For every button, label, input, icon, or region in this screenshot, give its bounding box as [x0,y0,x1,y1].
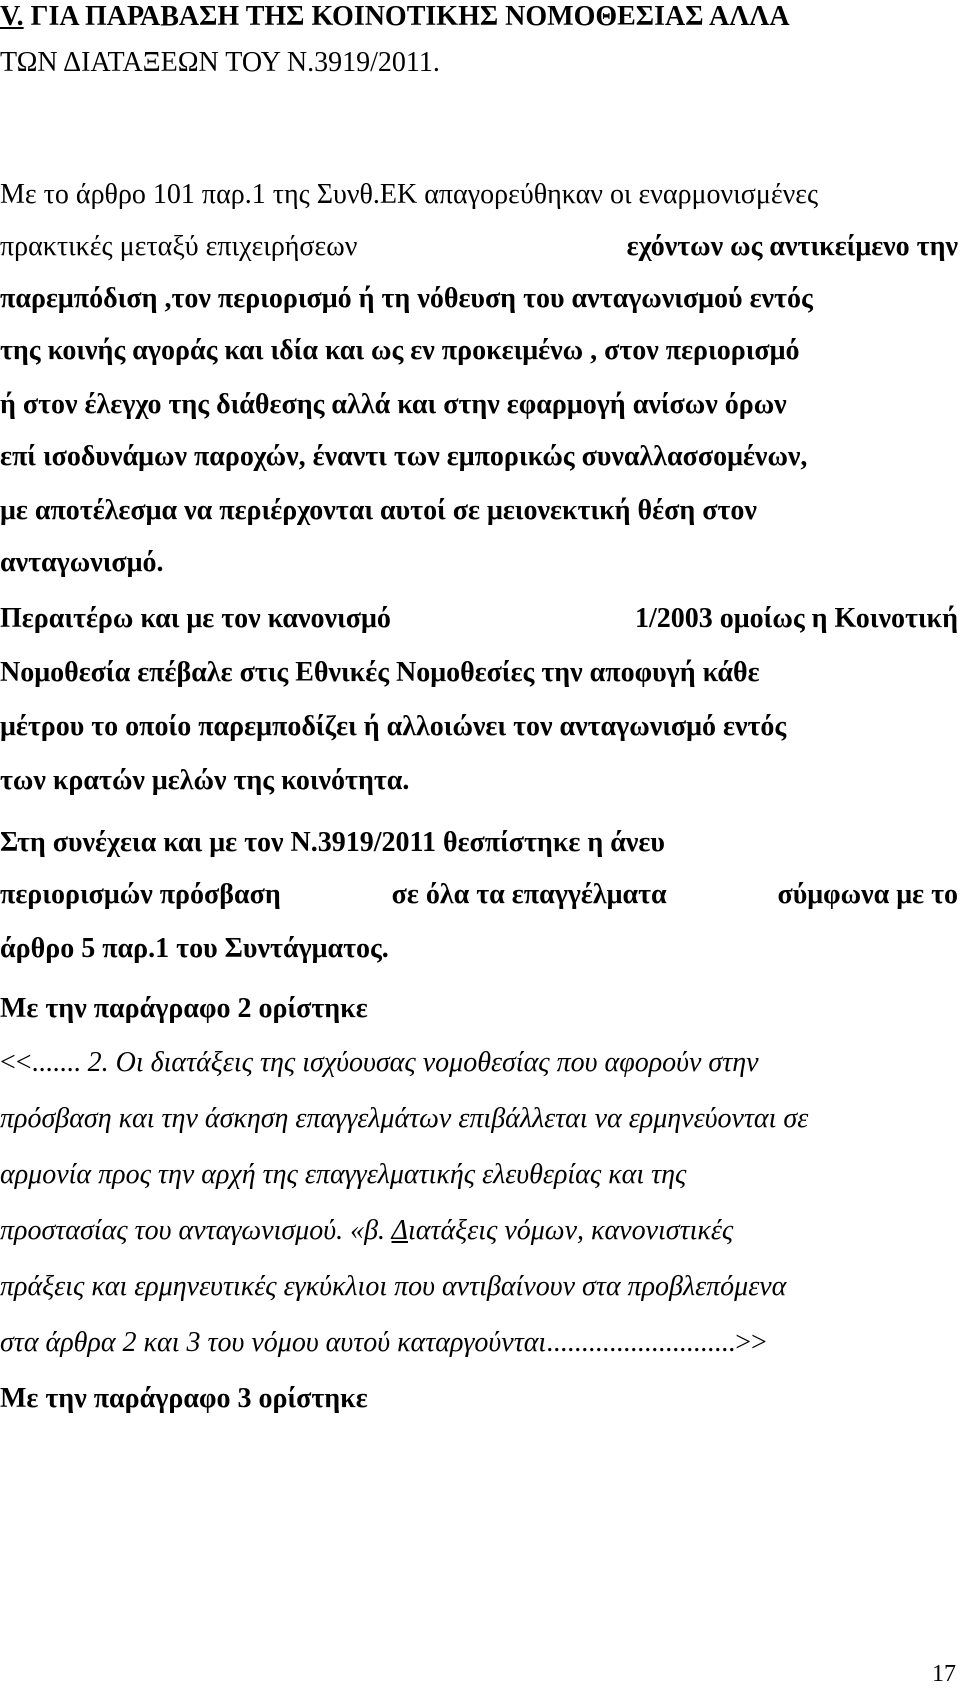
para2-line-1 [0,602,958,636]
para2-line-1-start: Περαιτέρω και με τον κανονισμό [0,603,391,634]
para2-line-1-end: 1/2003 ομοίως η Κοινοτική [635,603,958,634]
para1-line-8: ανταγωνισμό. [0,547,164,578]
quote-close-marker: >> [735,1327,767,1358]
para2-line-3: μέτρου το οποίο παρεμποδίζει ή αλλοιώνει τον ανταγωνισμό εντός [0,711,787,742]
para3-line-2-c: σύμφωνα με το [777,879,958,910]
quote-open-marker: <<....... [0,1047,81,1078]
para3-line-2-a: περιορισμών πρόσβαση [0,879,281,910]
quote-line-1-text: 2. Οι διατάξεις της ισχύουσας νομοθεσίας που αφορούν στην [87,1047,759,1078]
page-number: 17 [932,1661,956,1687]
heading-roman-numeral: V. [0,1,24,32]
para1-line-1: Με το άρθρο 101 παρ.1 της Συνθ.ΕΚ απαγορεύθηκαν οι εναρμονισμένες [0,179,819,210]
para2-line-4: των κρατών μελών της κοινότητα. [0,765,410,796]
quote-line-6-text: στα άρθρα 2 και 3 του νόμου αυτού καταργούνται [0,1327,547,1358]
quote-dots: ........................... [546,1327,736,1358]
para1-line-5: ή στον έλεγχο της διάθεσης αλλά και στην εφαρμογή ανίσων όρων [0,389,787,420]
para1-line-4: της κοινής αγοράς και ιδία και ως εν προκειμένω , στον περιορισμό [0,335,800,366]
para5-heading: Με την παράγραφο 3 ορίστηκε [0,1383,368,1414]
quote-underlined-letter: Δ [391,1215,408,1246]
para1-line-3: παρεμπόδιση ,τον περιορισμό ή τη νόθευση του ανταγωνισμού εντός [0,283,813,314]
quote-line-6 [0,1326,767,1360]
para3-line-2-b: σε όλα τα επαγγέλματα [391,879,667,910]
para4-heading: Με την παράγραφο 2 ορίστηκε [0,993,368,1024]
para1-line-2-end: εχόντων ως αντικείμενο την [626,231,958,262]
heading-line-1-text: ΓΙΑ ΠΑΡΑΒΑΣΗ ΤΗΣ ΚΟΙΝΟΤΙΚΗΣ ΝΟΜΟΘΕΣΙΑΣ ΑΛΛΑ [23,1,790,32]
para3-line-3: άρθρο 5 παρ.1 του Συντάγματος. [0,933,389,964]
para3-line-2 [0,878,958,912]
quote-line-1 [0,1046,759,1080]
para1-line-7: με αποτέλεσμα να περιέρχονται αυτοί σε μειονεκτική θέση στον [0,495,757,526]
quote-line-2: πρόσβαση και την άσκηση επαγγελμάτων επιβάλλεται να ερμηνεύονται σε [0,1103,809,1134]
para1-line-2 [0,230,958,264]
para1-line-6: επί ισοδυνάμων παροχών, έναντι των εμπορικώς συναλλασσομένων, [0,441,808,472]
para1-line-2-start: πρακτικές μεταξύ επιχειρήσεων [0,231,358,262]
quote-line-4: προστασίας του ανταγωνισμού. «β. Διατάξεις νόμων, κανονιστικές [0,1215,734,1246]
heading-line-1 [0,0,790,34]
quote-line-3: αρμονία προς την αρχή της επαγγελματικής ελευθερίας και της [0,1159,687,1190]
quote-line-5: πράξεις και ερμηνευτικές εγκύκλιοι που αντιβαίνουν στα προβλεπόμενα [0,1271,787,1302]
para3-line-1: Στη συνέχεια και με τον Ν.3919/2011 θεσπίστηκε η άνευ [0,827,665,858]
heading-line-2: ΤΩΝ ΔΙΑΤΑΞΕΩΝ ΤΟΥ Ν.3919/2011. [0,47,440,78]
para2-line-2: Νομοθεσία επέβαλε στις Εθνικές Νομοθεσίες την αποφυγή κάθε [0,657,760,688]
